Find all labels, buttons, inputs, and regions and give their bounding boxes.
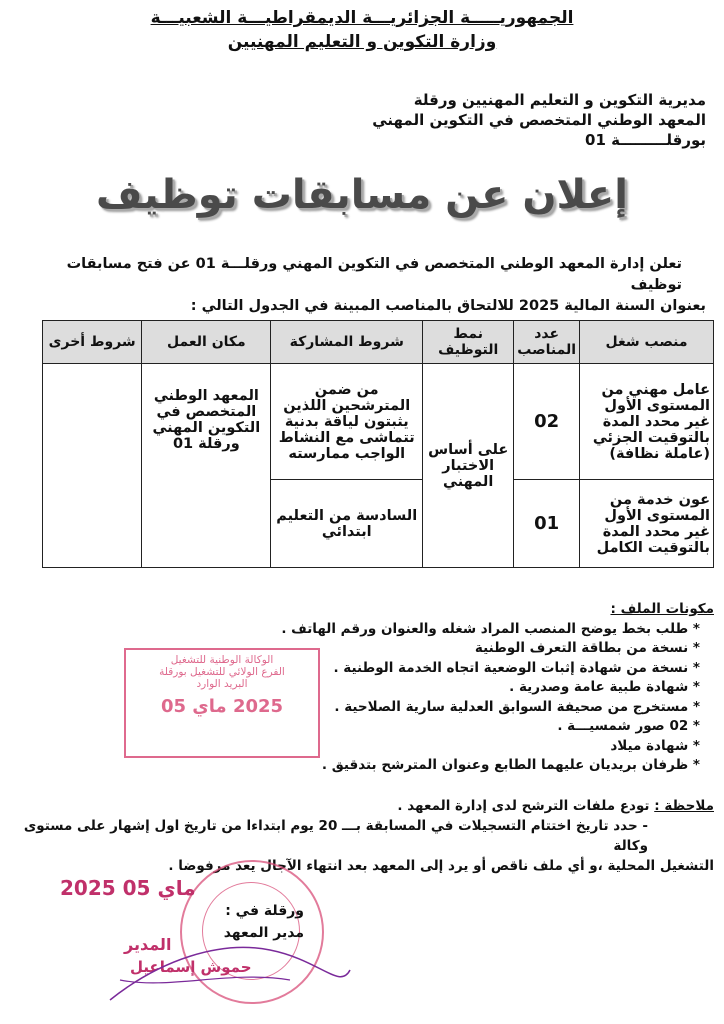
note-line-1: تودع ملفات الترشح لدى إدارة المعهد . <box>397 798 650 814</box>
note-first-line <box>10 796 714 816</box>
list-item: * 02 صور شمسيـــة . <box>557 718 700 734</box>
signature-place: ورقلة في : <box>225 903 304 919</box>
row2-count: 01 <box>514 480 580 568</box>
signature-scribble <box>100 920 360 1010</box>
signature-title: مدير المعهد <box>223 925 304 941</box>
header-count: عدد المناصب <box>514 321 580 364</box>
file-heading: مكونات الملف : <box>610 601 714 617</box>
place-shared-cell: المعهد الوطني المتخصص في التكوين المهني ورقلة 01 <box>142 364 271 568</box>
stamp-date: 2025 ماي 05 <box>160 696 284 717</box>
list-item: * شهادة ميلاد <box>610 737 700 754</box>
file-components <box>281 600 714 776</box>
row1-post: عامل مهني من المستوى الأول غير محدد المدة بالتوقيت الجزئي (عاملة نظافة) <box>580 364 714 480</box>
announcement-title: إعلان عن مسابقات توظيف <box>96 172 628 218</box>
row1-conditions: من ضمن المترشحين اللذين يثبتون لياقة بدنية تتماشى مع النشاط الواجب ممارسته <box>271 364 423 480</box>
list-item: * نسخة من بطاقة التعرف الوطنية <box>474 640 700 656</box>
header-post: منصب شغل <box>580 321 714 364</box>
list-item: * شهادة طبية عامة وصدرية . <box>509 679 700 695</box>
republic-header: الجمهوريـــــة الجزائريـــة الديمقراطيـــة الشعبيـــة <box>150 8 574 28</box>
intro-line-1: تعلن إدارة المعهد الوطني المتخصص في التكوين المهني ورقلـــة 01 عن فتح مسابقات توظيف <box>66 256 682 293</box>
director-stamp-name: حموش إسماعيل <box>130 958 252 976</box>
list-item: * نسخة من شهادة إثبات الوضعية اتجاه الخدمة الوطنية . <box>333 659 700 676</box>
institution-line-1: مديرية التكوين و التعليم المهنيين ورقلة <box>413 91 706 109</box>
header-place: مكان العمل <box>142 321 271 364</box>
header-conditions: شروط المشاركة <box>271 321 423 364</box>
list-item: * طلب بخط يوضح المنصب المراد شغله والعنوان ورقم الهاتف . <box>281 620 700 637</box>
row2-post: عون خدمة من المستوى الأول غير محدد المدة بالتوقيت الكامل <box>580 480 714 568</box>
header-type: نمط التوظيف <box>423 321 514 364</box>
intro-paragraph <box>40 254 706 317</box>
ministry-header: وزارة التكوين و التعليم المهنيين <box>227 32 497 52</box>
positions-table <box>42 320 714 568</box>
row2-conditions: السادسة من التعليم ابتدائي <box>271 480 423 568</box>
other-shared-cell <box>43 364 142 568</box>
note-line-3: التشغيل المحلية ،و أي ملف ناقص أو يرد إلى المعهد بعد انتهاء الآجال يعد مرفوضا . <box>168 858 714 874</box>
note-heading: ملاحظة : <box>654 798 714 814</box>
list-item: * ظرفان بريديان عليهما الطابع وعنوان المترشح بتدقيق . <box>321 757 700 773</box>
header-other: شروط أخرى <box>43 321 142 364</box>
institution-line-3: بورقلـــــــــة 01 <box>585 131 706 149</box>
row1-count: 02 <box>514 364 580 480</box>
institution-block <box>372 90 706 150</box>
list-item: * مستخرج من صحيفة السوابق العدلية سارية الصلاحية . <box>334 698 700 715</box>
type-shared-cell: على أساس الاختبار المهني <box>423 364 514 568</box>
director-stamp-title: المدير <box>124 935 172 954</box>
file-list <box>281 620 714 776</box>
stamp-line-2: الفرع الولائي للتشغيل بورقلة <box>159 666 285 678</box>
intro-line-2: بعنوان السنة المالية 2025 للالتحاق بالمناصب المبينة في الجدول التالي : <box>190 298 706 314</box>
institution-line-2: المعهد الوطني المتخصص في التكوين المهني <box>372 111 706 129</box>
stamp-line-1: الوكالة الوطنية للتشغيل <box>170 654 274 666</box>
note-line-2: - حدد تاريخ اختتام التسجيلات في المسابقة بـــ 20 يوم ابتداءا من تاريخ اول إشهار على مستوى وكالة <box>23 818 648 854</box>
stamp-line-3: البريد الوارد <box>196 678 248 690</box>
table-header-row <box>43 321 714 364</box>
signature-date-stamp: 2025 ماي 05 <box>60 876 196 900</box>
note-section <box>10 796 714 876</box>
table-row <box>43 364 714 480</box>
